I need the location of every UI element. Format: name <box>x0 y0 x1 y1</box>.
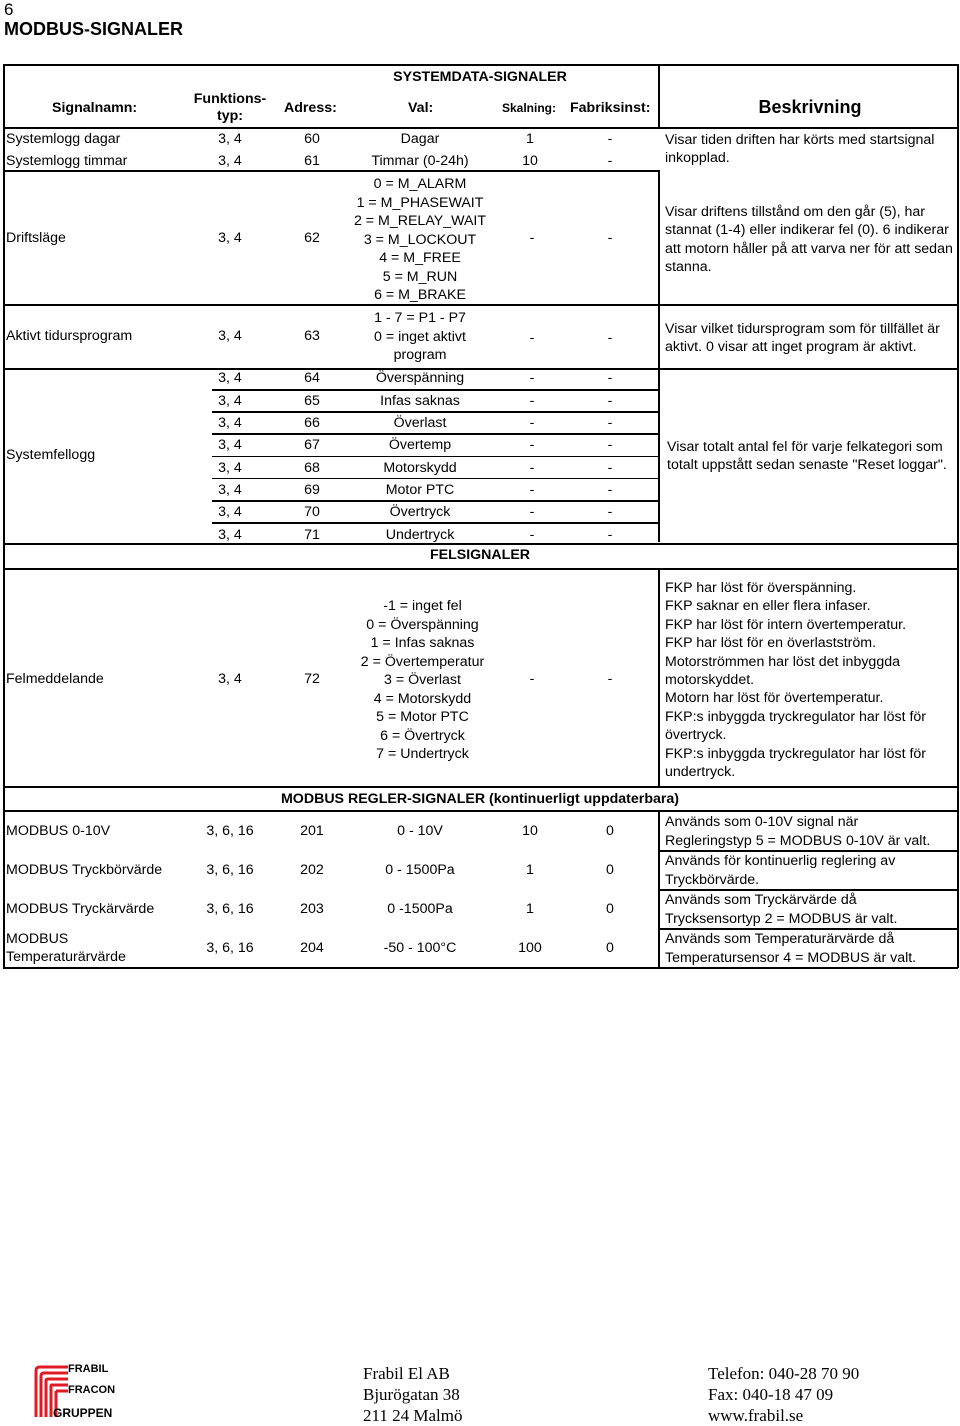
description-line: Trycksensortyp 2 = MODBUS är valt. <box>665 911 898 927</box>
scaling: - <box>529 415 535 431</box>
signal-name: Systemlogg dagar <box>6 131 121 147</box>
address: 61 <box>304 153 320 169</box>
row-divider <box>212 500 658 502</box>
scaling: - <box>529 527 535 543</box>
description-line: Temperatursensor 4 = MODBUS är valt. <box>665 950 917 966</box>
header-address: Adress: <box>284 100 337 116</box>
description-line: motorskyddet. <box>665 672 755 689</box>
signal-name: MODBUS Temperaturärvärde <box>6 931 126 966</box>
address: 62 <box>304 230 320 246</box>
row-divider <box>212 433 658 435</box>
factory-setting: - <box>607 330 613 346</box>
value-item: 0 = Överspänning <box>366 616 479 633</box>
description-line: undertryck. <box>665 764 736 781</box>
signal-name: MODBUS 0-10V <box>6 823 111 839</box>
function-type: 3, 4 <box>218 527 242 543</box>
row-divider <box>212 522 658 524</box>
value-item: 2 = M_RELAY_WAIT <box>353 213 487 229</box>
description-line: övertryck. <box>665 727 727 744</box>
description <box>665 813 930 851</box>
description <box>665 579 957 781</box>
description <box>665 852 895 890</box>
function-type: 3, 4 <box>218 230 242 246</box>
value-item: 4 = M_FREE <box>379 250 461 266</box>
function-type: 3, 4 <box>218 460 242 476</box>
function-type: 3, 4 <box>218 328 242 344</box>
address: 70 <box>304 504 320 520</box>
description-line: Används som Temperaturärvärde då <box>665 931 895 947</box>
factory-setting: - <box>607 370 613 386</box>
function-type: 3, 4 <box>218 131 242 147</box>
function-type: 3, 4 <box>218 671 242 687</box>
scaling: 1 <box>526 901 534 917</box>
value-item: program <box>393 347 447 363</box>
address: 67 <box>304 437 320 453</box>
description: Visar totalt antal fel för varje felkategori som totalt uppstått sedan senaste "Reset loggar". <box>667 439 947 474</box>
scaling: - <box>529 460 535 476</box>
description: Visar driftens tillstånd om den går (5), har stannat (1-4) eller indikerar fel (0). 6 indikerar att motorn håller på att varva ner för att sedan stanna. <box>665 204 953 276</box>
value-item: 5 = Motor PTC <box>376 709 469 725</box>
header-scaling: Skalning: <box>502 101 557 115</box>
factory-setting: 0 <box>606 823 614 839</box>
value-item: 0 = inget aktivt <box>374 328 466 345</box>
factory-setting: 0 <box>606 940 614 956</box>
factory-setting: - <box>607 437 613 453</box>
row-divider <box>212 478 658 480</box>
factory-setting: - <box>607 504 613 520</box>
address: 202 <box>300 862 324 878</box>
description: Visar tiden driften har körts med startsignal inkopplad. <box>665 132 935 167</box>
company-street: Bjurögatan 38 <box>363 1385 460 1404</box>
function-type: 3, 6, 16 <box>206 940 254 956</box>
value: Överspänning <box>375 370 465 386</box>
value-list <box>340 597 505 764</box>
factory-setting: - <box>607 482 613 498</box>
description-line: FKP har löst för en överlastström. <box>665 635 877 652</box>
function-type: 3, 4 <box>218 153 242 169</box>
header-function-type: Funktions- typ: <box>193 91 267 124</box>
factory-setting: 0 <box>606 862 614 878</box>
address: 65 <box>304 393 320 409</box>
function-type: 3, 6, 16 <box>206 862 254 878</box>
address: 63 <box>304 328 320 344</box>
company-name: Frabil El AB <box>363 1364 450 1383</box>
company-phone: Telefon: 040-28 70 90 <box>708 1364 860 1383</box>
description-line: FKP:s inbyggda tryckregulator har löst för <box>665 708 927 725</box>
value-item: -1 = inget fel <box>383 598 462 614</box>
value-item: 1 = M_PHASEWAIT <box>356 194 484 211</box>
factory-setting: - <box>607 671 613 687</box>
description-line: Används som 0-10V signal när <box>665 814 859 830</box>
scaling: 10 <box>522 823 538 839</box>
description-line: Motorn har löst för övertemperatur. <box>665 690 884 707</box>
function-type: 3, 6, 16 <box>206 901 254 917</box>
description-line: Används som Tryckärvärde då <box>665 892 857 908</box>
description-line: FKP har löst för intern övertemperatur. <box>665 616 907 633</box>
value-item: 3 = M_LOCKOUT <box>363 231 477 248</box>
address: 72 <box>304 671 320 687</box>
function-type: 3, 4 <box>218 370 242 386</box>
scaling: - <box>529 482 535 498</box>
signal-name: Felmeddelande <box>6 671 104 687</box>
description <box>665 930 916 968</box>
scaling: - <box>529 671 535 687</box>
scaling: - <box>529 330 535 346</box>
description-line: Regleringstyp 5 = MODBUS 0-10V är valt. <box>665 833 931 849</box>
company-website[interactable]: www.frabil.se <box>708 1406 804 1425</box>
page-title: MODBUS-SIGNALER <box>4 19 183 39</box>
function-type: 3, 4 <box>218 415 242 431</box>
factory-setting: - <box>607 131 613 147</box>
logo-text-fracon: FRACON <box>68 1384 116 1396</box>
scaling: - <box>529 437 535 453</box>
value-item: 4 = Motorskydd <box>373 690 472 707</box>
value: 0 - 10V <box>397 823 443 839</box>
factory-setting: - <box>607 393 613 409</box>
scaling: - <box>529 370 535 386</box>
value-item: 2 = Övertemperatur <box>360 653 485 670</box>
address: 64 <box>304 370 320 386</box>
header-value: Val: <box>408 100 434 116</box>
address: 203 <box>300 901 324 917</box>
description-line: FKP saknar en eller flera infaser. <box>665 598 871 615</box>
section-error-title: FELSIGNALER <box>429 547 531 563</box>
value: Dagar <box>400 131 440 147</box>
address: 71 <box>304 527 320 543</box>
section-modbus-title: MODBUS REGLER-SIGNALER (kontinuerligt uppdaterbara) <box>280 791 680 807</box>
header-factory: Fabriksinst: <box>570 100 651 116</box>
description-line: Används för kontinuerlig reglering av <box>665 853 896 869</box>
value: Infas saknas <box>380 393 460 409</box>
scaling: 10 <box>522 153 538 169</box>
value-item: 3 = Överlast <box>384 672 461 688</box>
company-city: 211 24 Malmö <box>363 1406 463 1425</box>
value-list <box>340 309 500 365</box>
row-divider <box>212 389 658 391</box>
scaling: 1 <box>526 862 534 878</box>
description-line: Motorströmmen har löst det inbyggda <box>665 653 900 670</box>
value: Timmar (0-24h) <box>371 153 469 169</box>
value-item: 0 = M_ALARM <box>373 176 467 192</box>
signal-name: Driftsläge <box>6 230 66 246</box>
value-list <box>340 175 500 305</box>
function-type: 3, 4 <box>218 482 242 498</box>
scaling: - <box>529 230 535 246</box>
logo-text-frabil: FRABIL <box>68 1363 109 1375</box>
value-item: 6 = M_BRAKE <box>374 287 466 303</box>
logo-text-gruppen: GRUPPEN <box>53 1406 113 1420</box>
row-divider <box>212 456 658 458</box>
factory-setting: 0 <box>606 901 614 917</box>
description-line: FKP:s inbyggda tryckregulator har löst för <box>665 745 927 762</box>
scaling: - <box>529 393 535 409</box>
value: 0 - 1500Pa <box>385 862 455 878</box>
section-system-title: SYSTEMDATA-SIGNALER <box>393 69 567 85</box>
description: Visar vilket tidursprogram som för tillfället är aktivt. 0 visar att inget program är aktivt. <box>665 321 940 356</box>
description-line: FKP har löst för överspänning. <box>665 580 857 596</box>
value-item: 5 = M_RUN <box>382 268 458 285</box>
address: 204 <box>300 940 324 956</box>
factory-setting: - <box>607 230 613 246</box>
scaling: - <box>529 504 535 520</box>
function-type: 3, 6, 16 <box>206 823 254 839</box>
value-item: 1 = Infas saknas <box>370 635 475 651</box>
scaling: 1 <box>526 131 534 147</box>
description-line: Tryckbörvärde. <box>665 872 760 888</box>
value: Övertryck <box>389 504 451 520</box>
function-type: 3, 4 <box>218 393 242 409</box>
address: 60 <box>304 131 320 147</box>
value-item: 7 = Undertryck <box>376 746 469 762</box>
signal-name: Systemfellogg <box>6 447 96 463</box>
address: 69 <box>304 482 320 498</box>
signal-name: MODBUS Tryckbörvärde <box>6 862 163 878</box>
factory-setting: - <box>607 415 613 431</box>
header-signal-name: Signalnamn: <box>52 100 138 116</box>
value: Undertryck <box>385 527 455 543</box>
header-description: Beskrivning <box>758 97 862 117</box>
address: 68 <box>304 460 320 476</box>
value-item: 1 - 7 = P1 - P7 <box>374 310 466 326</box>
address: 201 <box>300 823 324 839</box>
address: 66 <box>304 415 320 431</box>
scaling: 100 <box>518 940 542 956</box>
factory-setting: - <box>607 153 613 169</box>
factory-setting: - <box>607 527 613 543</box>
value: 0 -1500Pa <box>387 901 453 917</box>
value: Överlast <box>393 415 447 431</box>
signal-name: MODBUS Tryckärvärde <box>6 901 155 917</box>
value: Övertemp <box>388 437 452 453</box>
company-fax: Fax: 040-18 47 09 <box>708 1385 834 1404</box>
value: Motorskydd <box>383 460 457 476</box>
function-type: 3, 4 <box>218 504 242 520</box>
value: Motor PTC <box>385 482 455 498</box>
value: -50 - 100°C <box>383 940 457 956</box>
row-divider <box>212 411 658 413</box>
signal-name: Aktivt tidursprogram <box>6 328 133 344</box>
factory-setting: - <box>607 460 613 476</box>
description <box>665 891 897 929</box>
function-type: 3, 4 <box>218 437 242 453</box>
signal-name: Systemlogg timmar <box>6 153 128 169</box>
value-item: 6 = Övertryck <box>380 727 465 744</box>
page-number: 6 <box>4 0 14 19</box>
